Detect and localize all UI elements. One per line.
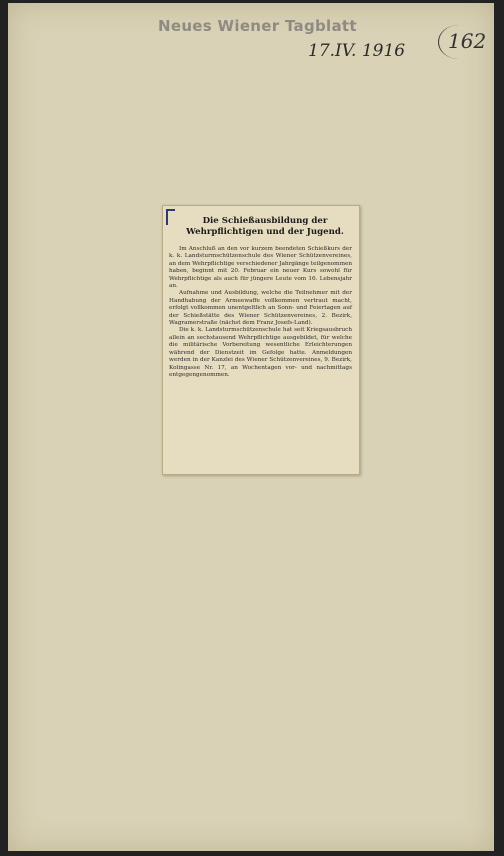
- article-body: [169, 246, 352, 379]
- article-paragraph: Aufnahme und Ausbildung, welche die Teilnehmer mit der Handhabung der Armeewaffe vollkommen vertraut macht, erfolgt vollkommen unentgeltlich an Sonn- und Feiertagen auf der Schießstätte des Wiener Schützenvereines, 2. Bezirk, Wagramerstraße (nächst dem Franz Josefs-Land).: [169, 290, 352, 327]
- folio-number-text: 162: [448, 29, 487, 53]
- blue-pencil-bracket: [166, 209, 175, 225]
- newspaper-clipping: [162, 205, 360, 475]
- folio-number: [438, 25, 487, 61]
- archive-sheet: [8, 3, 494, 851]
- article-paragraph: Im Anschluß an den vor kurzem beendeten Schießkurs der k. k. Landsturmschützenschule des Wiener Schützenvereines, an dem Wehrpflichtige verschiedener Jahrgänge teilgenommen haben, beginnt mit 20. Februar ein neuer Kurs sowohl für Wehrpflichtige als auch für jüngere Leute vom 16. Lebensjahr an.: [169, 246, 352, 290]
- article-paragraph: Die k. k. Landsturmschützenschule hat seit Kriegsausbruch allein an sechstausend Wehrpflichtige ausgebildet, für welche die militärische Vorbereitung wesentliche Erleichterungen während der Dienstzeit im Gefolge hatte. Anmeldungen werden in der Kanzlei des Wiener Schützenvereines, 9. Bezirk, Kolingasse Nr. 17, an Wochentagen vor- und nachmittags entgegengenommen.: [169, 327, 352, 378]
- article-headline: Die Schießausbildung der Wehrpflichtigen und der Jugend.: [186, 216, 344, 237]
- newspaper-stamp: Neues Wiener Tagblatt: [158, 17, 357, 35]
- handwritten-date: 17.IV. 1916: [308, 41, 406, 61]
